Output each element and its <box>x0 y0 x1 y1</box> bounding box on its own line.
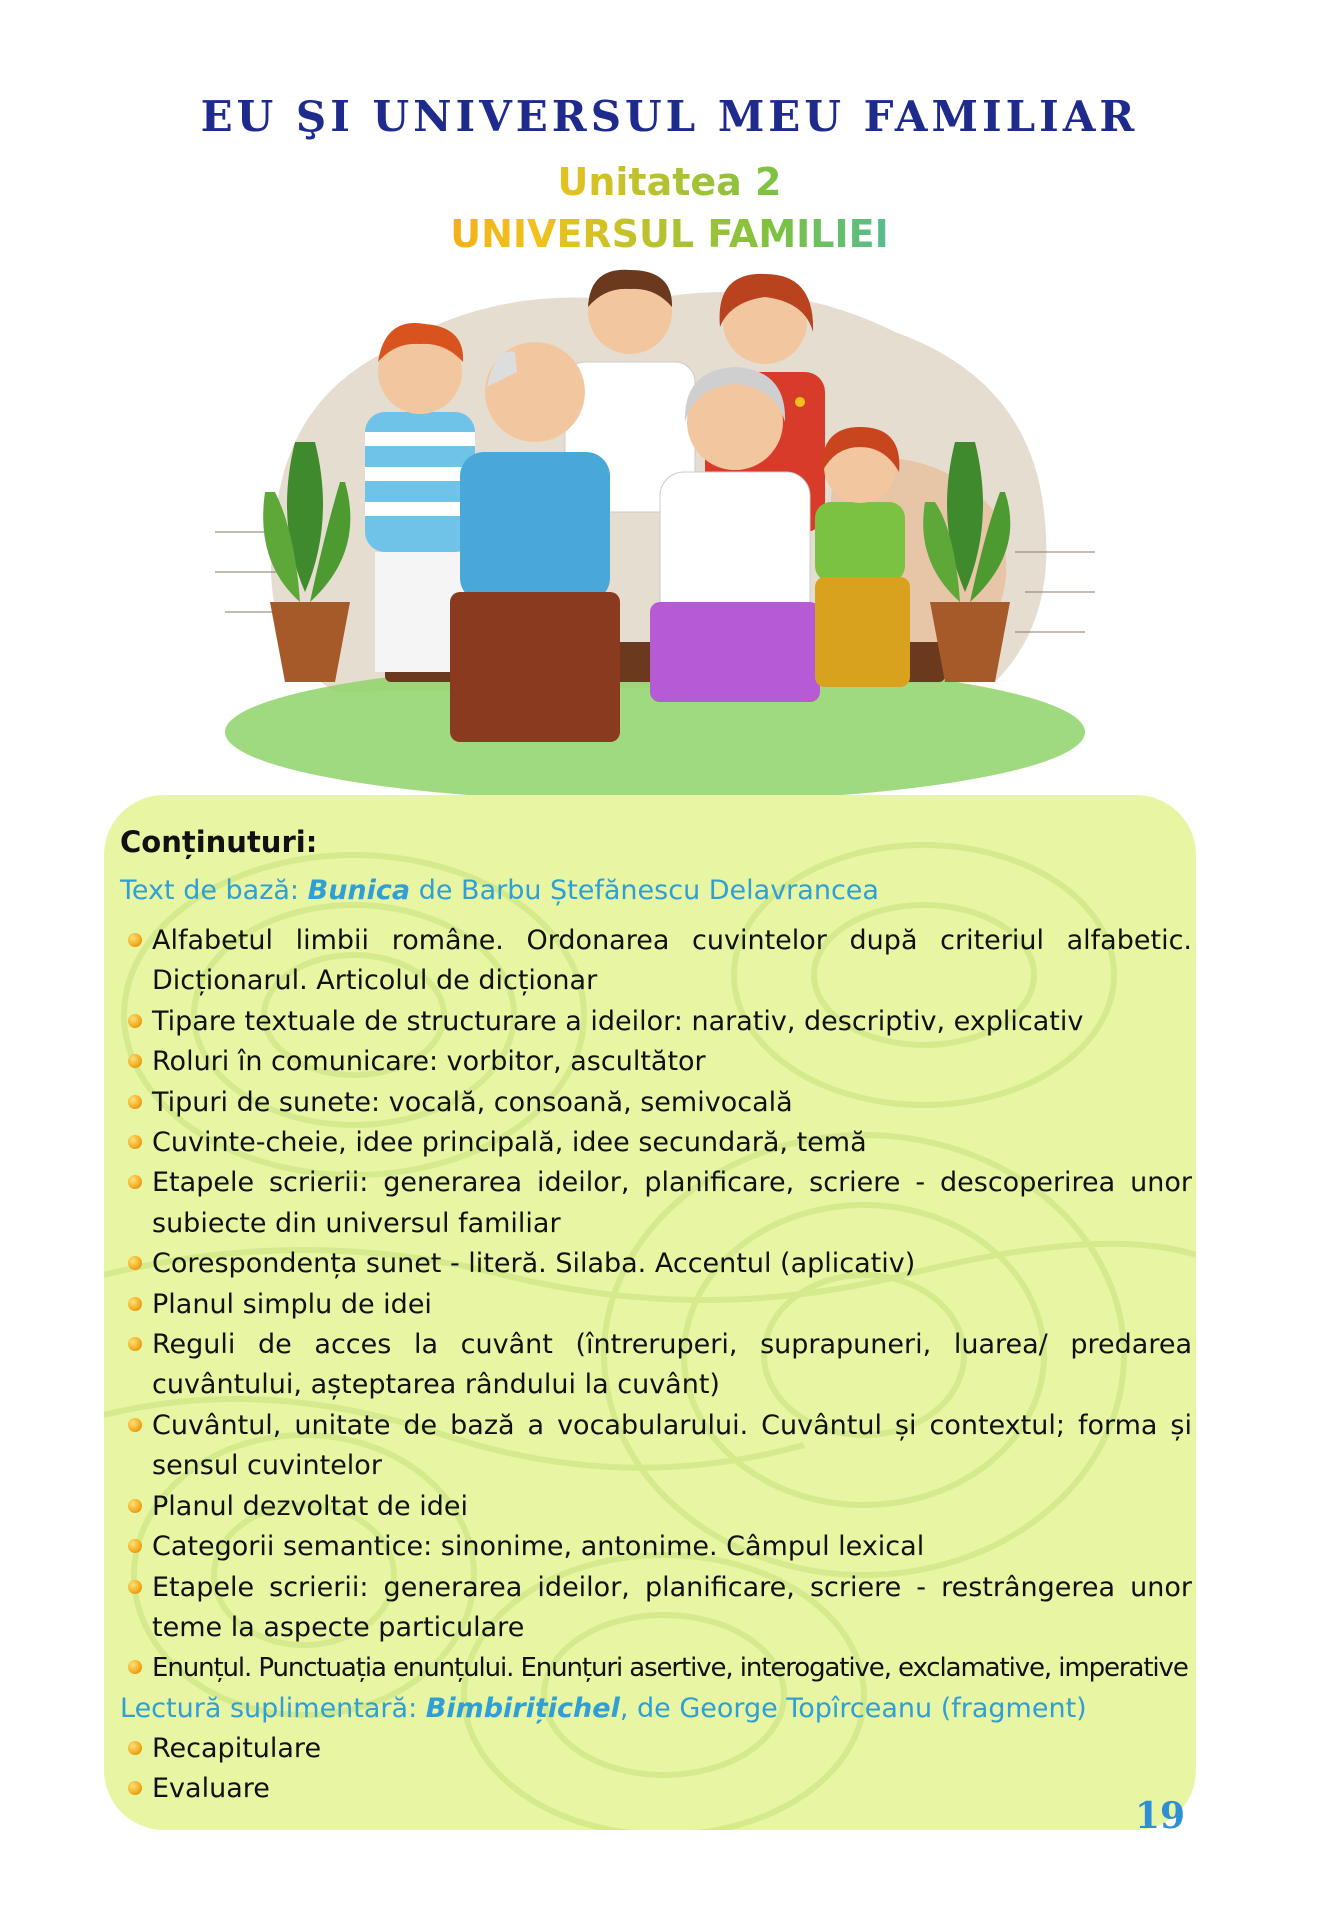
base-text-author: de Barbu Ștefănescu Delavrancea <box>410 875 879 906</box>
bullet-icon <box>128 1580 142 1594</box>
bullet-icon <box>128 933 142 947</box>
list-item: Alfabetul limbii române. Ordonarea cuvintelor după criteriul alfabetic. Dicționarul. Articolul de dicționar <box>120 921 1192 1002</box>
bullet-icon <box>128 1175 142 1189</box>
list-item: Corespondența sunet - literă. Silaba. Accentul (aplicativ) <box>120 1244 1192 1284</box>
list-item: Etapele scrierii: generarea ideilor, planificare, scriere - descoperirea unor subiecte din universul familiar <box>120 1163 1192 1244</box>
bullet-icon <box>128 1337 142 1351</box>
topics-list-a <box>120 921 1192 1689</box>
list-item: Recapitulare <box>120 1729 1192 1769</box>
list-item: Categorii semantice: sinonime, antonime. Câmpul lexical <box>120 1527 1192 1567</box>
list-item: Etapele scrierii: generarea ideilor, planificare, scriere - restrângerea unor teme la aspecte particulare <box>120 1568 1192 1649</box>
bullet-icon <box>128 1418 142 1432</box>
page-number: 19 <box>1135 1795 1186 1837</box>
list-item: Cuvântul, unitate de bază a vocabularului. Cuvântul și contextul; forma și sensul cuvintelor <box>120 1406 1192 1487</box>
base-text-line <box>120 871 1192 911</box>
list-item: Cuvinte-cheie, idee principală, idee secundară, temă <box>120 1123 1192 1163</box>
base-text-label: Text de bază: <box>120 875 308 906</box>
base-text-title: Bunica <box>307 875 411 906</box>
bullet-icon <box>128 1539 142 1553</box>
extra-reading-label: Lectură suplimentară: <box>120 1692 426 1724</box>
list-item: Reguli de acces la cuvânt (întreruperi, suprapuneri, luarea/ predarea cuvântului, așteptarea rândului la cuvânt) <box>120 1325 1192 1406</box>
list-item: Planul simplu de idei <box>120 1285 1192 1325</box>
bullet-icon <box>128 1741 142 1755</box>
list-item: Tipuri de sunete: vocală, consoană, semivocală <box>120 1083 1192 1123</box>
unit-name: UNIVERSUL FAMILIEI <box>0 212 1339 256</box>
bullet-icon <box>128 1256 142 1270</box>
list-item: Roluri în comunicare: vorbitor, ascultător <box>120 1042 1192 1082</box>
bullet-icon <box>128 1781 142 1795</box>
bullet-icon <box>128 1095 142 1109</box>
extra-reading-author: , de George Topîrceanu (fragment) <box>619 1692 1087 1724</box>
bullet-icon <box>128 1054 142 1068</box>
page-title: EU ŞI UNIVERSUL MEU FAMILIAR <box>200 92 1139 141</box>
list-item: Tipare textuale de structurare a ideilor: narativ, descriptiv, explicativ <box>120 1002 1192 1042</box>
extra-reading-line <box>120 1689 1192 1729</box>
content-list <box>120 825 1192 1810</box>
bullet-icon <box>128 1297 142 1311</box>
girl-figure <box>815 427 910 687</box>
bullet-icon <box>128 1014 142 1028</box>
bullet-icon <box>128 1499 142 1513</box>
list-item: Enunțul. Punctuația enunțului. Enunțuri asertive, interogative, exclamative, imperative <box>120 1648 1192 1688</box>
content-box <box>104 795 1196 1830</box>
extra-reading-title: Bimbirițichel <box>425 1692 620 1724</box>
bullet-icon <box>128 1135 142 1149</box>
list-item: Evaluare <box>120 1769 1192 1809</box>
topics-list-b <box>120 1729 1192 1810</box>
unit-number: Unitatea 2 <box>0 160 1339 204</box>
list-item: Planul dezvoltat de idei <box>120 1487 1192 1527</box>
bullet-icon <box>128 1660 142 1674</box>
contents-heading: Conținuturi: <box>120 825 318 859</box>
family-illustration <box>215 262 1100 802</box>
